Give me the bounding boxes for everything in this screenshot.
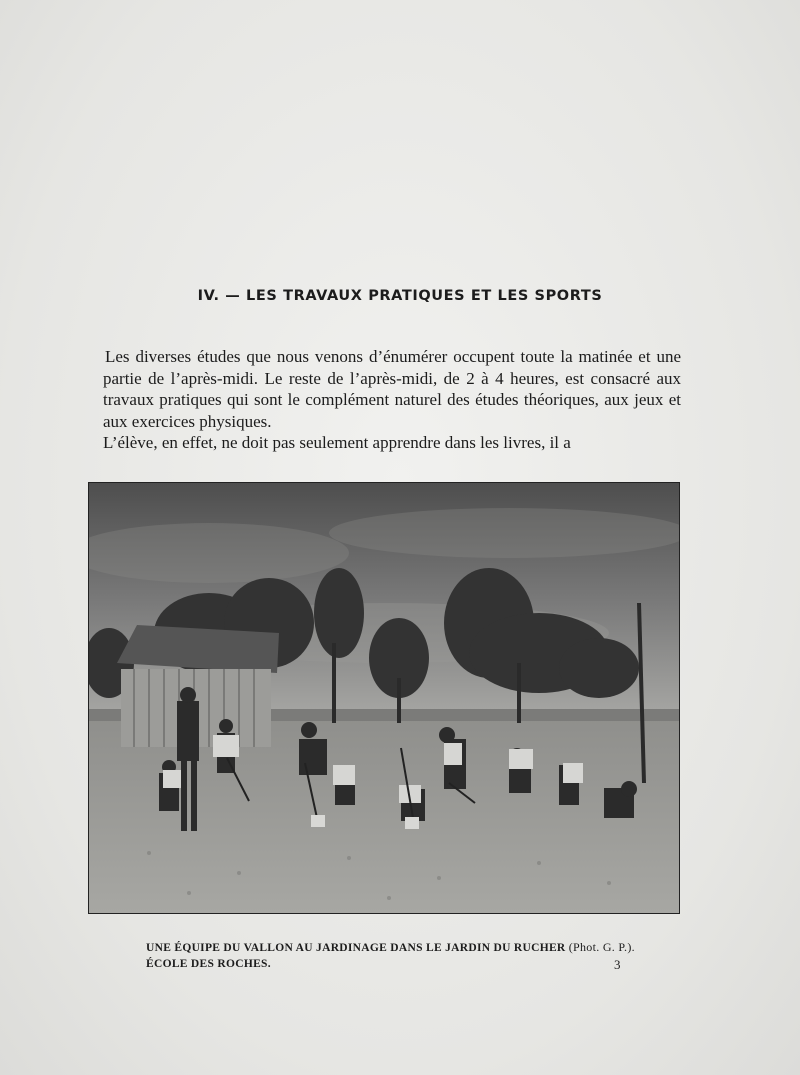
paragraph-1	[103, 346, 681, 432]
caption-title: UNE ÉQUIPE DU VALLON AU JARDINAGE DANS LE JARDIN DU RUCHER	[146, 942, 566, 954]
section-heading: IV. — LES TRAVAUX PRATIQUES ET LES SPORTS	[197, 288, 603, 304]
paragraph-1-text: Les diverses études que nous venons d’énumérer occupent toute la matinée et une partie de l’après-midi. Le reste de l’après-midi, de 2 à 4 heures, est consacré aux travaux pratiques qui sont le complément naturel des études théoriques, aux jeux et aux exercices physiques.	[103, 347, 681, 431]
gardening-photograph	[88, 482, 680, 914]
caption-credit: (Phot. G. P.).	[568, 940, 635, 954]
body-text	[103, 346, 681, 454]
photo-caption	[146, 940, 635, 976]
page-number: 3	[614, 957, 621, 972]
caption-school: ÉCOLE DES ROCHES.	[146, 958, 271, 970]
caption-line-2	[146, 958, 626, 976]
caption-line-1	[146, 940, 635, 958]
photograph-gardening-scene-icon	[89, 483, 679, 913]
show-through-text	[80, 88, 680, 238]
paragraph-2: L’élève, en effet, ne doit pas seulement apprendre dans les livres, il a	[103, 433, 571, 452]
